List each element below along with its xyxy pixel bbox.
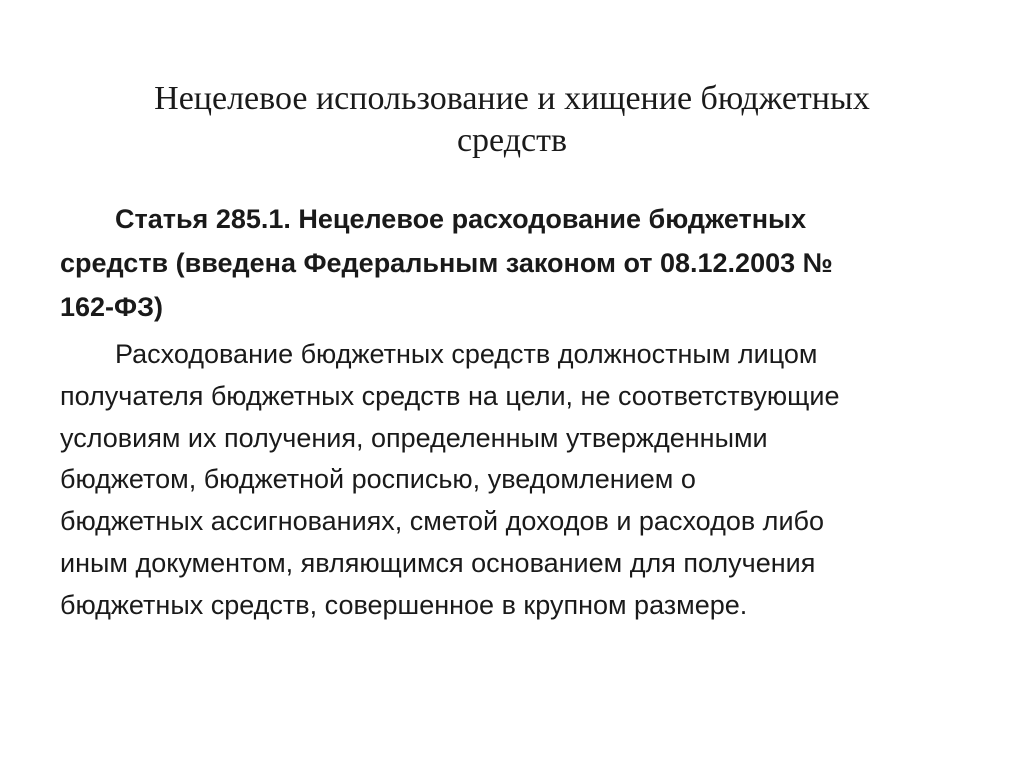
article-body-line: бюджетом, бюджетной росписью, уведомлением о <box>60 464 696 495</box>
slide-title-line: средств <box>456 122 568 159</box>
article-heading <box>60 197 960 329</box>
article-body <box>60 334 970 627</box>
article-body-line: иным документом, являющимся основанием для получения <box>60 547 816 578</box>
slide-title <box>60 78 964 162</box>
slide-title-line: Нецелевое использование и хищение бюджетных <box>154 80 870 117</box>
article-body-line: бюджетных ассигнованиях, сметой доходов и расходов либо <box>60 506 825 537</box>
article-heading-line: средств (введена Федеральным законом от 08.12.2003 № <box>60 248 833 278</box>
article-body-line: условиям их получения, определенным утвержденными <box>60 422 768 453</box>
article-heading-line: 162-ФЗ) <box>60 292 163 322</box>
article-body-line: Расходование бюджетных средств должностным лицом <box>115 339 818 369</box>
article-body-line: бюджетных средств, совершенное в крупном размере. <box>60 589 748 620</box>
article-heading-line: Статья 285.1. Нецелевое расходование бюджетных <box>115 204 807 234</box>
article-body-line: получателя бюджетных средств на цели, не соответствующие <box>60 380 840 411</box>
